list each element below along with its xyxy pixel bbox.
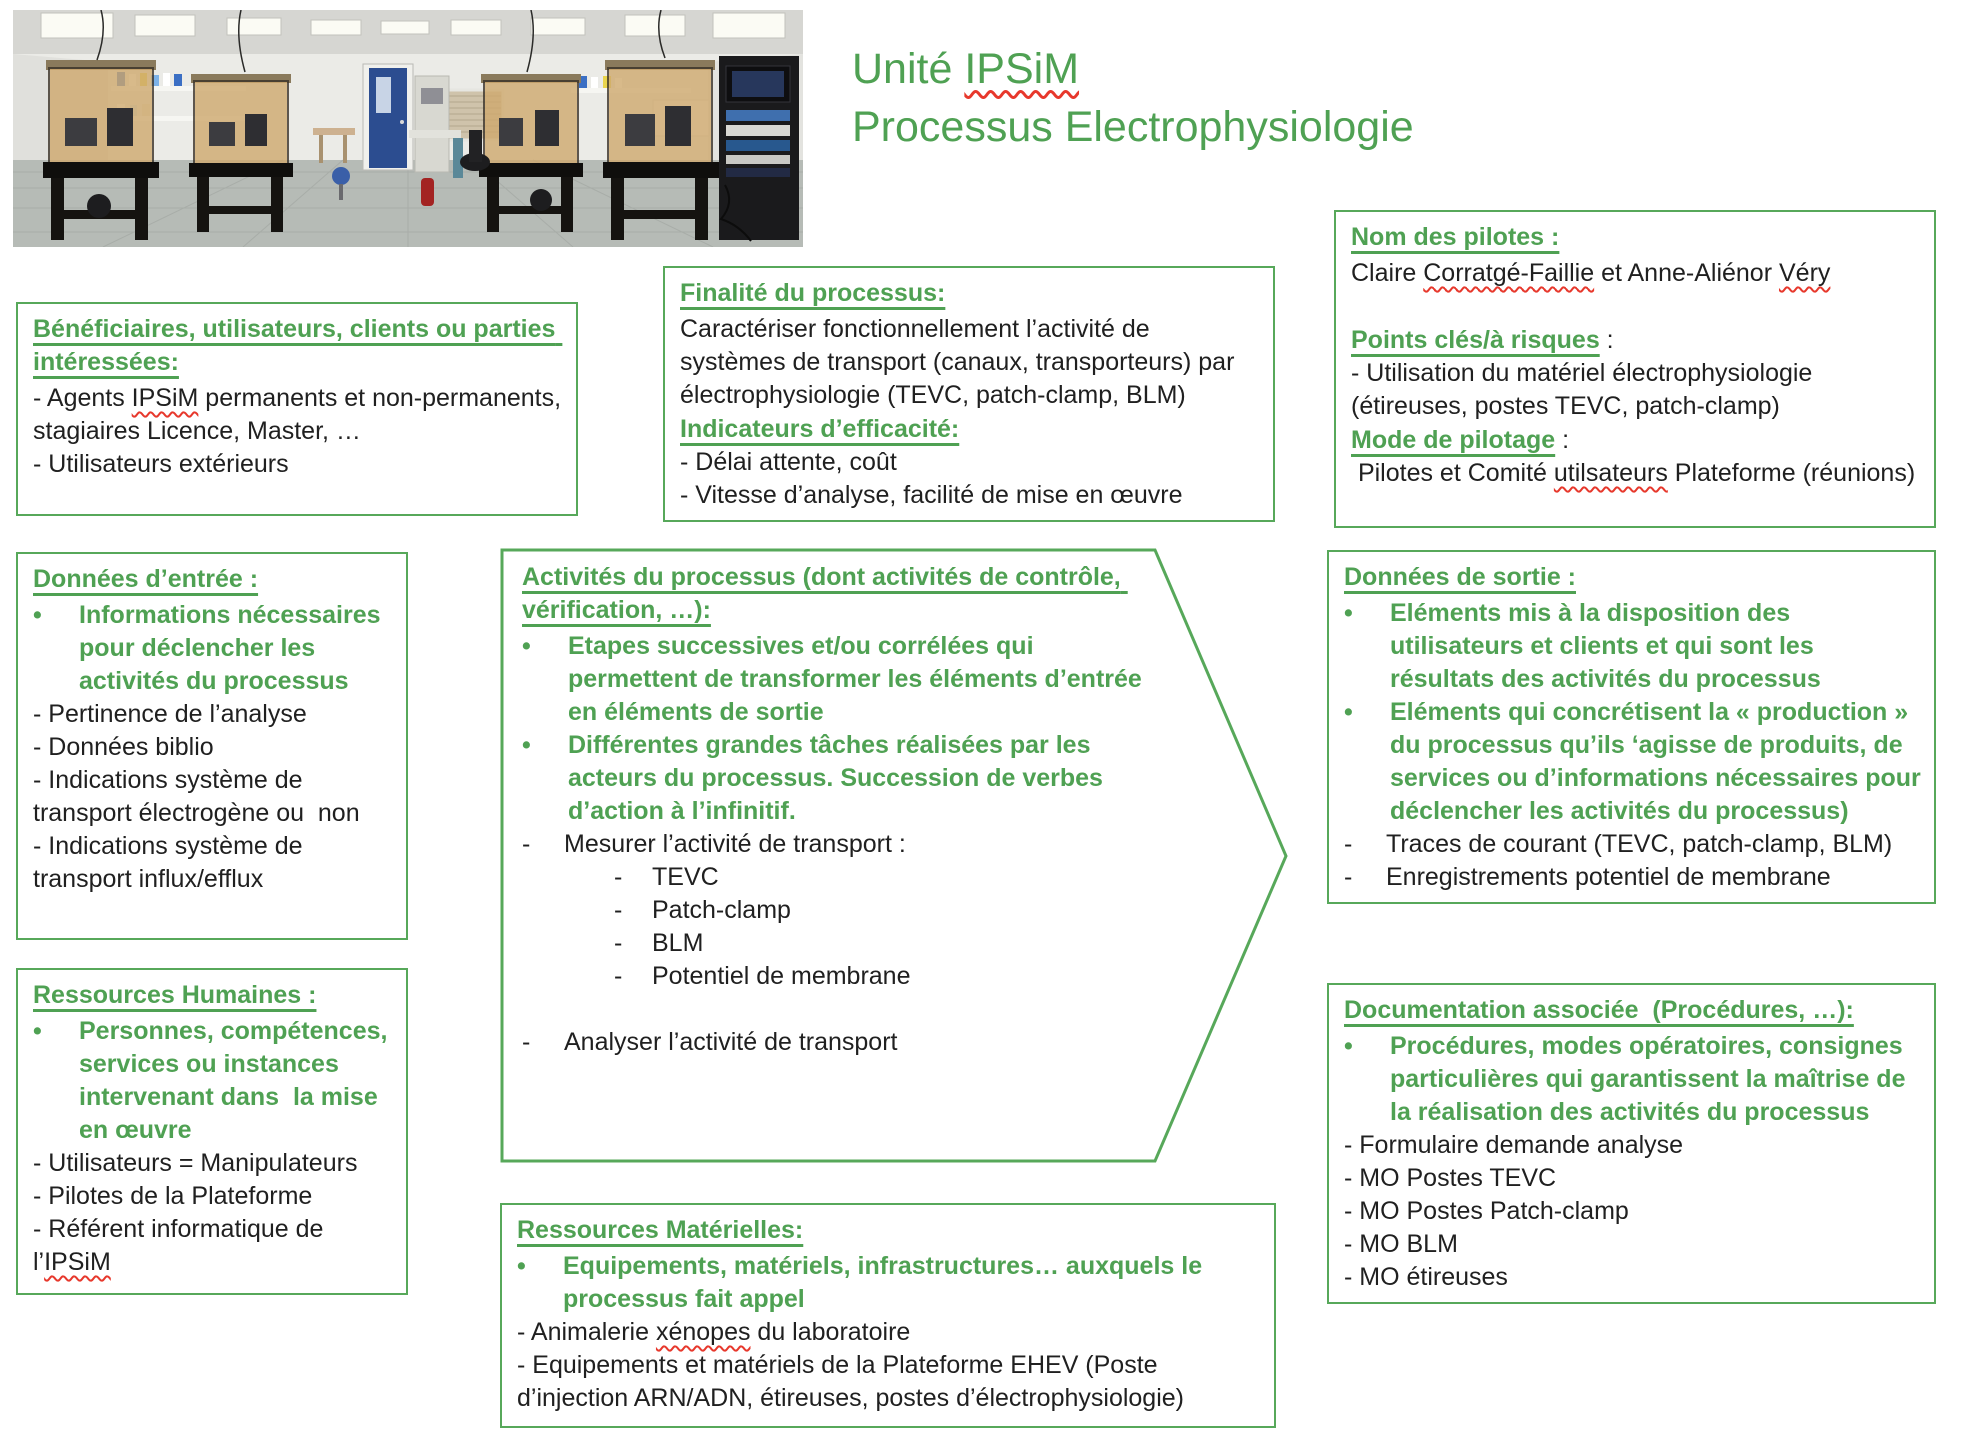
box-ressources-humaines [16, 968, 408, 1295]
line-heading: Points clés/à risques : [1351, 326, 1614, 354]
line-dash-inline: - Equipements et matériels de la Plateforme EHEV (Poste d’injection ARN/ADN, étireuses, postes d’électrophysiologie) [517, 1351, 1184, 1412]
box-finalite [663, 266, 1275, 522]
line-bullet: • Eléments mis à la disposition des utilisateurs et clients et qui sont les résultats des activités du processus [1344, 599, 1821, 693]
faraday-rig [603, 60, 719, 240]
box-body [1344, 1030, 1921, 1294]
line-dash-hang: - Traces de courant (TEVC, patch-clamp, BLM) [1344, 828, 1921, 861]
box-beneficiaires [16, 302, 578, 516]
line-plain: Pilotes et Comité utilsateurs Plateforme (réunions) [1351, 459, 1916, 487]
box-title: Données d’entrée : [33, 565, 259, 593]
box-body [33, 1015, 393, 1279]
line-plain: Caractériser fonctionnellement l’activité de systèmes de transport (canaux, transporteurs) par électrophysiologie (TEVC, patch-clamp, BLM) [680, 315, 1242, 409]
line-dash-inline: - Utilisateurs = Manipulateurs [33, 1149, 358, 1177]
line-dash-inline: - MO Postes TEVC [1344, 1164, 1557, 1192]
line-dash-inline: - Utilisation du matériel électrophysiologie (étireuses, postes TEVC, patch-clamp) [1351, 359, 1820, 420]
line-dash-inline: - Agents IPSiM permanents et non-permanents, stagiaires Licence, Master, … [33, 384, 569, 445]
page-title [852, 40, 1414, 156]
box-ressources-materielles [500, 1203, 1276, 1428]
line-dash-inline: - MO étireuses [1344, 1263, 1508, 1291]
dash-marker: - [522, 1028, 531, 1056]
line-dash-hang: - Enregistrements potentiel de membrane [1344, 861, 1921, 894]
box-title: Ressources Matérielles: [517, 1216, 804, 1244]
line-dash-inline: - Référent informatique de l’IPSiM [33, 1215, 331, 1276]
line-blank [1351, 290, 1921, 323]
line-dash-inline: - MO BLM [1344, 1230, 1458, 1258]
line-dash-hang: - Mesurer l’activité de transport : [522, 828, 1147, 861]
box-body [522, 560, 1147, 1059]
bullet-marker: • [33, 601, 42, 629]
line-dash-inline: - Indications système de transport électrogène ou non [33, 766, 360, 827]
bullet-marker: • [517, 1252, 526, 1280]
line-plain: Claire Corratgé-Faillie et Anne-Aliénor Véry [1351, 259, 1831, 287]
dash-marker: - [614, 962, 623, 990]
dash-marker: - [1344, 863, 1353, 891]
box-documentation [1327, 983, 1936, 1304]
line-dash-inline: - Indications système de transport influx/efflux [33, 832, 310, 893]
line-sub-dash: - Potentiel de membrane [522, 960, 1147, 993]
dash-marker: - [614, 896, 623, 924]
box-title: Documentation associée (Procédures, …): [1344, 996, 1854, 1024]
line-sub-dash: - Patch-clamp [522, 894, 1147, 927]
box-body [33, 382, 569, 481]
title-line-1: Unité IPSiM [852, 45, 1080, 93]
line-bullet: • Personnes, compétences, services ou instances intervenant dans la mise en œuvre [33, 1017, 395, 1144]
title-line-2: Processus Electrophysiologie [852, 103, 1414, 152]
line-heading: Indicateurs d’efficacité: [680, 415, 960, 443]
line-bullet: • Procédures, modes opératoires, consignes particulières qui garantissent la maîtrise de la réalisation des activités du processus [1344, 1032, 1913, 1126]
line-sub-dash: - TEVC [522, 861, 1147, 894]
line-dash-hang: - Analyser l’activité de transport [522, 1026, 1147, 1059]
dash-marker: - [522, 830, 531, 858]
line-bullet: • Informations nécessaires pour déclencher les activités du processus [33, 601, 388, 695]
line-dash-inline: - Vitesse d’analyse, facilité de mise en œuvre [680, 481, 1183, 509]
faraday-rig [43, 60, 159, 240]
line-dash-inline: - MO Postes Patch-clamp [1344, 1197, 1629, 1225]
line-sub-dash: - BLM [522, 927, 1147, 960]
box-title: Finalité du processus: [680, 279, 946, 307]
dash-marker: - [1344, 830, 1353, 858]
faraday-rig [189, 74, 293, 232]
box-pilotes [1334, 210, 1936, 528]
dash-marker: - [614, 863, 623, 891]
line-bullet: • Etapes successives et/ou corrélées qui permettent de transformer les éléments d’entrée en éléments de sortie [522, 632, 1149, 726]
bullet-marker: • [1344, 599, 1353, 627]
box-donnees-entree [16, 552, 408, 940]
box-donnees-sortie [1327, 550, 1936, 904]
equipment-rack [719, 56, 799, 241]
title-unit-name: IPSiM [964, 45, 1080, 93]
line-bullet: • Différentes grandes tâches réalisées par les acteurs du processus. Succession de verbes d’action à l’infinitif. [522, 731, 1110, 825]
box-title: Données de sortie : [1344, 563, 1576, 591]
line-bullet: • Equipements, matériels, infrastructures… auxquels le processus fait appel [517, 1252, 1210, 1313]
box-body [680, 313, 1260, 512]
line-dash-inline: - Délai attente, coût [680, 448, 897, 476]
lab-door [363, 64, 413, 170]
box-body [33, 599, 393, 896]
line-dash-inline: - Pilotes de la Plateforme [33, 1182, 313, 1210]
line-bullet: • Eléments qui concrétisent la « production » du processus qu’ils ‘agisse de produits, de services ou d’informations nécessaires pour déclencher les activités du processus) [1344, 698, 1928, 825]
lab-photo [13, 10, 803, 247]
box-title: Ressources Humaines : [33, 981, 317, 1009]
box-title: Bénéficiaires, utilisateurs, clients ou parties intéressées: [33, 315, 563, 376]
bullet-marker: • [33, 1017, 42, 1045]
line-dash-inline: - Données biblio [33, 733, 214, 761]
bullet-marker: • [1344, 698, 1353, 726]
bullet-marker: • [522, 731, 531, 759]
dash-marker: - [614, 929, 623, 957]
box-body [1351, 257, 1921, 490]
box-title: Activités du processus (dont activités de contrôle, vérification, …): [522, 563, 1128, 624]
line-dash-inline: - Utilisateurs extérieurs [33, 450, 289, 478]
line-dash-inline: - Pertinence de l’analyse [33, 700, 307, 728]
line-blank [522, 993, 1147, 1026]
box-title: Nom des pilotes : [1351, 223, 1560, 251]
line-heading: Mode de pilotage : [1351, 426, 1570, 454]
faraday-rig [479, 74, 583, 232]
line-dash-inline: - Formulaire demande analyse [1344, 1131, 1684, 1159]
line-dash-inline: - Animalerie xénopes du laboratoire [517, 1318, 911, 1346]
box-activites-arrow [500, 548, 1290, 1164]
bullet-marker: • [1344, 1032, 1353, 1060]
box-body [1344, 597, 1928, 894]
box-body [517, 1250, 1261, 1415]
bullet-marker: • [522, 632, 531, 660]
